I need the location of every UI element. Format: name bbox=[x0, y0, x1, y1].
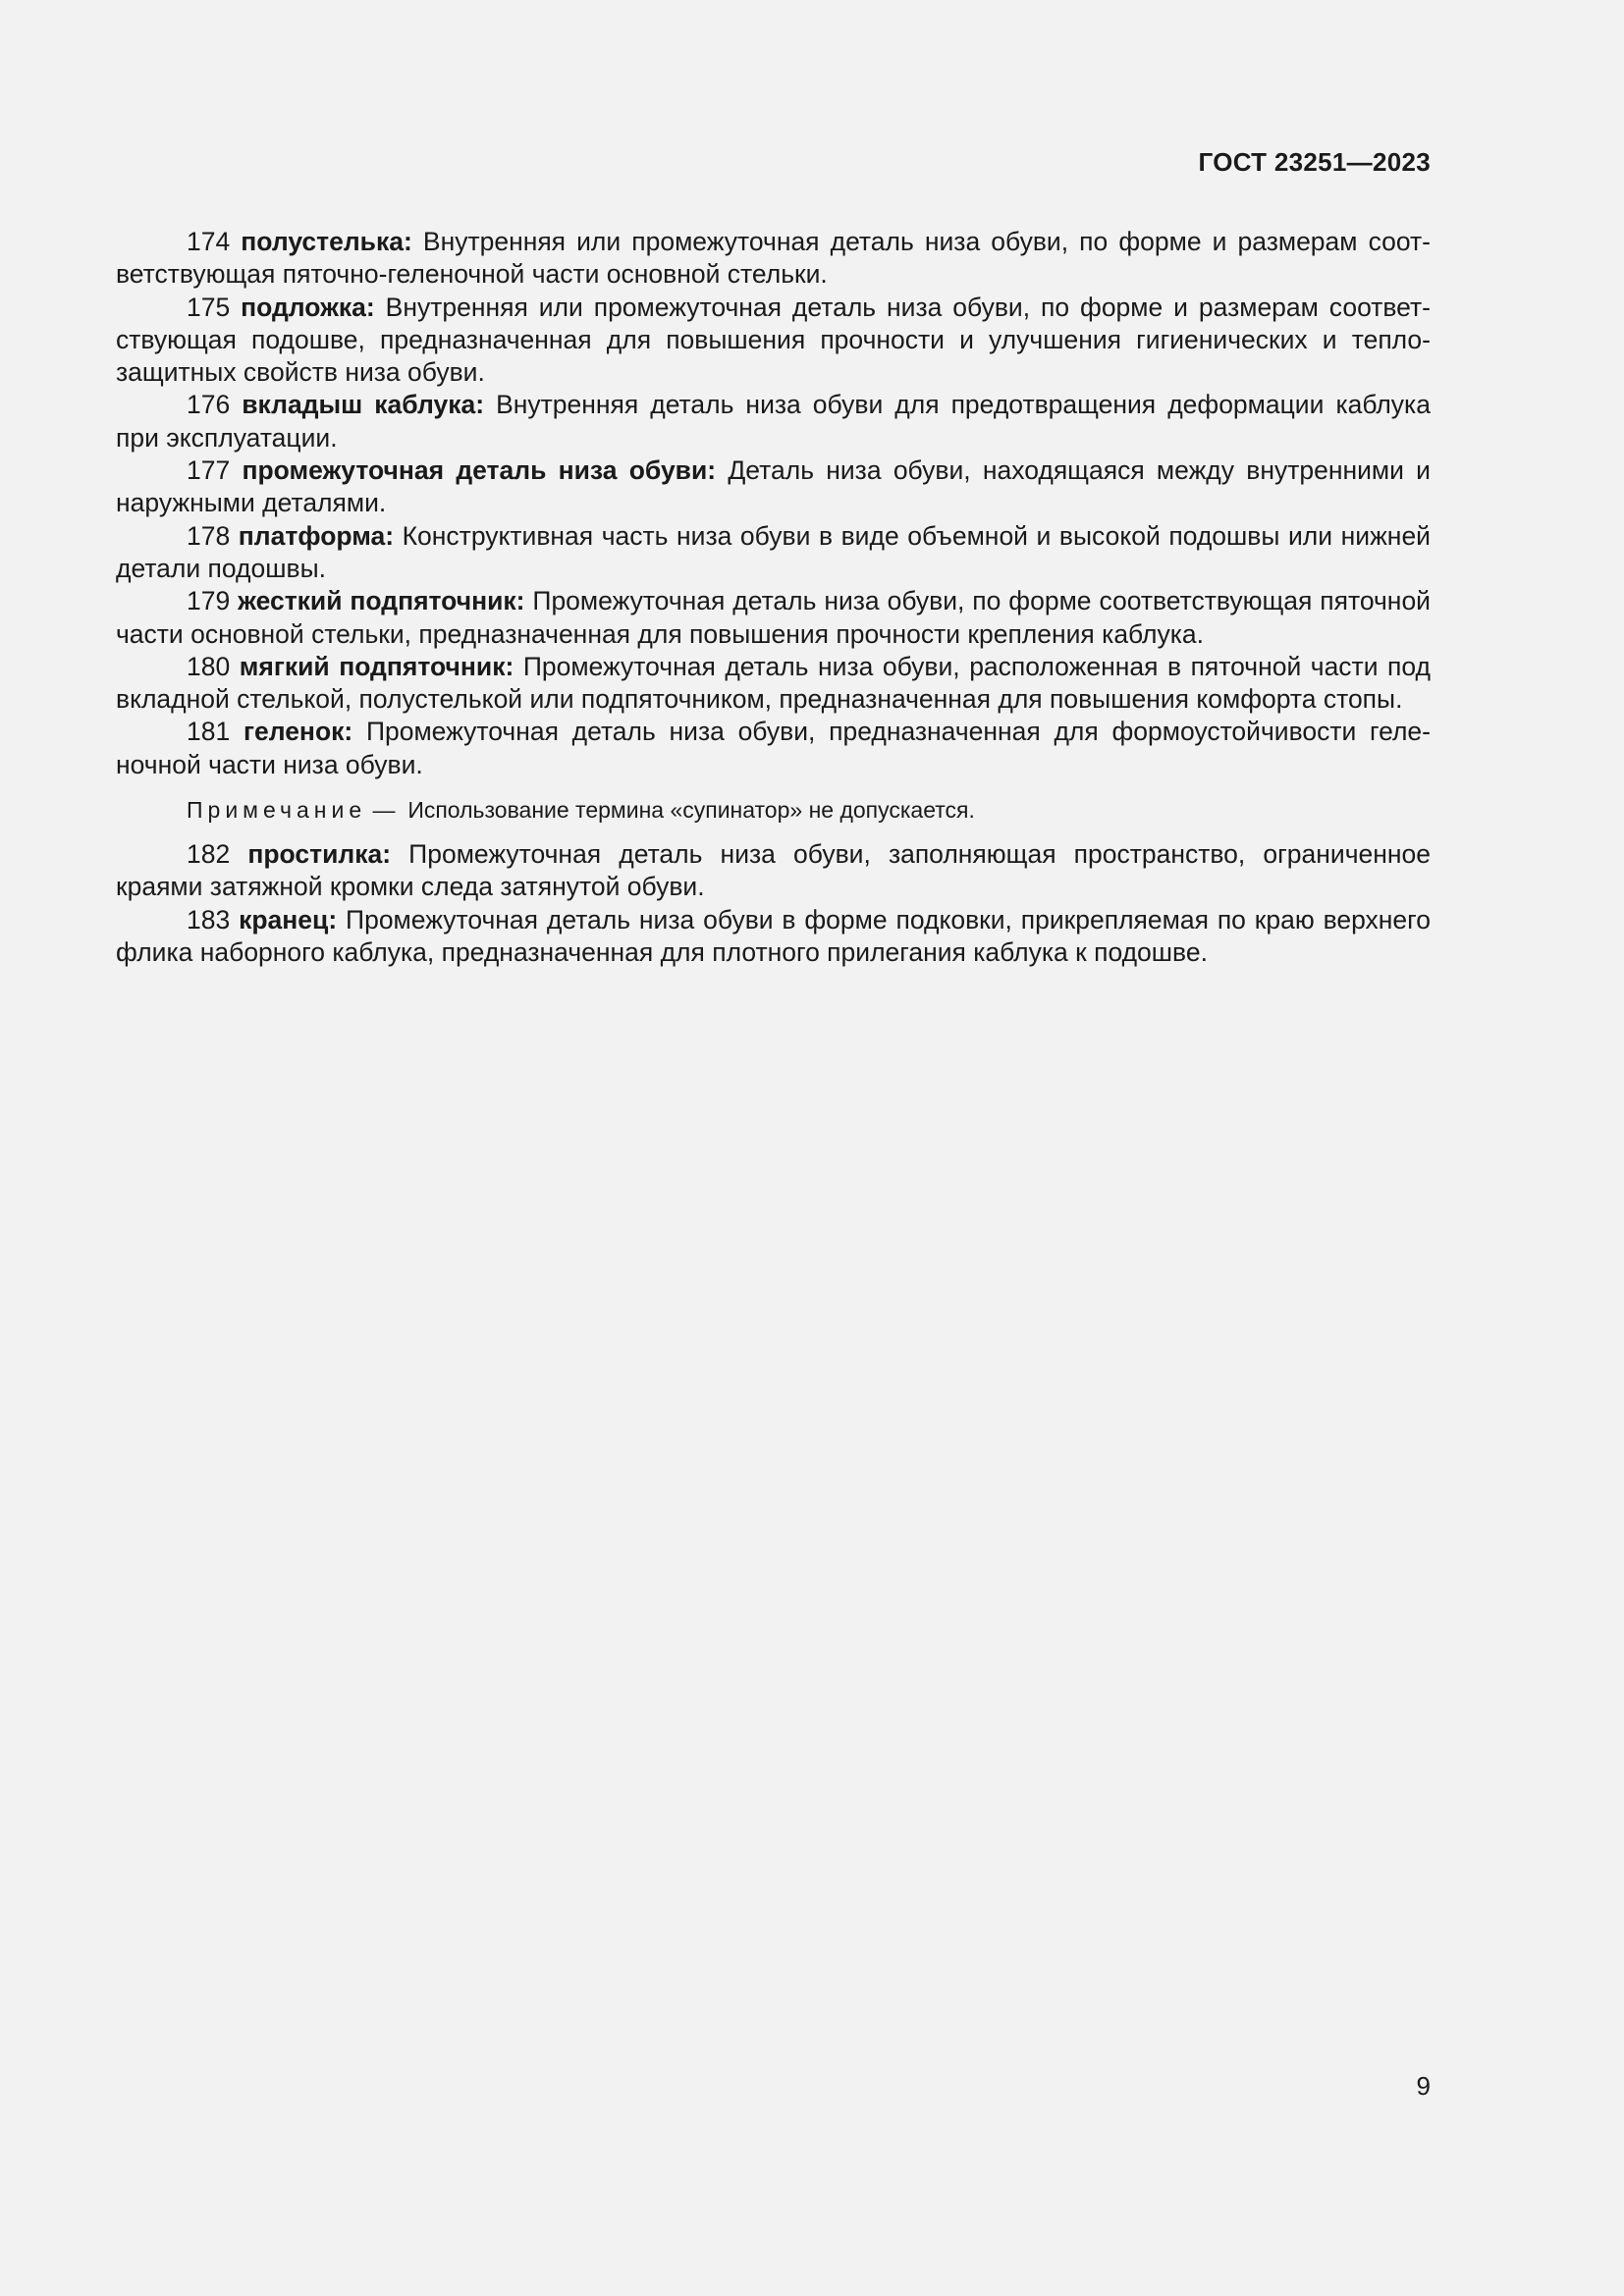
entry-definition: Деталь низа обуви, находящаяся между внутренними и наружными деталями. bbox=[116, 455, 1431, 518]
term-entry-180 bbox=[116, 651, 1431, 717]
entry-term: полустелька: bbox=[241, 227, 412, 256]
term-entry-175 bbox=[116, 292, 1431, 390]
entry-definition: Промежуточная деталь низа обуви, заполняющая пространство, ограниченное краями затяжной кромки следа затянутой обуви. bbox=[116, 839, 1431, 902]
page-number: 9 bbox=[1416, 2071, 1431, 2101]
term-entry-177 bbox=[116, 454, 1431, 520]
entry-definition: Промежуточная деталь низа обуви в форме подковки, прикрепляемая по краю верхнего флика наборного каблука, предназначенная для плотного прилегания каблука к подошве. bbox=[116, 904, 1431, 967]
term-entry-181 bbox=[116, 716, 1431, 781]
term-entry-182 bbox=[116, 838, 1431, 904]
entry-number: 180 bbox=[187, 651, 231, 681]
entry-term: подложка: bbox=[241, 292, 375, 322]
entry-number: 181 bbox=[187, 717, 231, 747]
note bbox=[116, 795, 1431, 825]
entry-number: 174 bbox=[187, 227, 231, 256]
entry-number: 178 bbox=[187, 520, 231, 551]
document-body bbox=[116, 226, 1431, 969]
term-entry-183 bbox=[116, 904, 1431, 970]
entry-term: простилка: bbox=[247, 839, 392, 870]
entry-term: геленок: bbox=[243, 717, 353, 747]
term-entry-176 bbox=[116, 389, 1431, 454]
entry-number: 177 bbox=[187, 455, 231, 486]
entry-definition: Промежуточная деталь низа обуви, по форме соответствующая пяточной части основной стельки, предназначенная для повышения прочности крепления каблука. bbox=[116, 586, 1431, 649]
entry-term: платформа: bbox=[238, 520, 395, 551]
entry-definition: Конструктивная часть низа обуви в виде объемной и высокой подошвы или нижней детали подошвы. bbox=[116, 520, 1431, 583]
entry-definition: Внутренняя деталь низа обуви для предотвращения деформации каблука при эксплуатации. bbox=[116, 390, 1431, 453]
term-entry-179 bbox=[116, 585, 1431, 651]
note-label: Примечание bbox=[187, 797, 367, 824]
entry-term: кранец: bbox=[239, 904, 338, 934]
entry-term: промежуточная деталь низа обуви: bbox=[242, 455, 717, 486]
entry-definition: Внутренняя или промежуточная деталь низа обуви, по форме и размерам соответствующая подошве, предназначенная для повышения прочности и улучшения гигиенических и теплозащитных свойств низа обуви. bbox=[116, 292, 1431, 388]
entry-number: 182 bbox=[187, 839, 231, 870]
entry-definition: Промежуточная деталь низа обуви, предназначенная для формоустойчивости геленочной части низа обуви. bbox=[116, 717, 1431, 779]
note-text: Использование термина «супинатор» не допускается. bbox=[407, 797, 975, 824]
term-entry-178 bbox=[116, 520, 1431, 586]
term-entry-174 bbox=[116, 226, 1431, 292]
entry-number: 179 bbox=[187, 586, 231, 616]
entry-definition: Промежуточная деталь низа обуви, расположенная в пяточной части под вкладной стелькой, полустелькой или подпяточником, предназначенная для повышения комфорта стопы. bbox=[116, 651, 1431, 715]
entry-term: мягкий подпяточник: bbox=[239, 651, 514, 681]
entry-number: 175 bbox=[187, 292, 231, 322]
entry-number: 183 bbox=[187, 904, 231, 934]
entry-term: жесткий подпяточник: bbox=[238, 586, 525, 616]
entry-term: вкладыш каблука: bbox=[242, 390, 485, 420]
entry-number: 176 bbox=[187, 390, 231, 420]
entry-definition: Внутренняя или промежуточная деталь низа обуви, по форме и размерам соответствующая пяточно-геленочной части основной стельки. bbox=[116, 227, 1431, 290]
document-id: ГОСТ 23251—2023 bbox=[1198, 147, 1431, 177]
note-dash: — bbox=[372, 797, 396, 824]
